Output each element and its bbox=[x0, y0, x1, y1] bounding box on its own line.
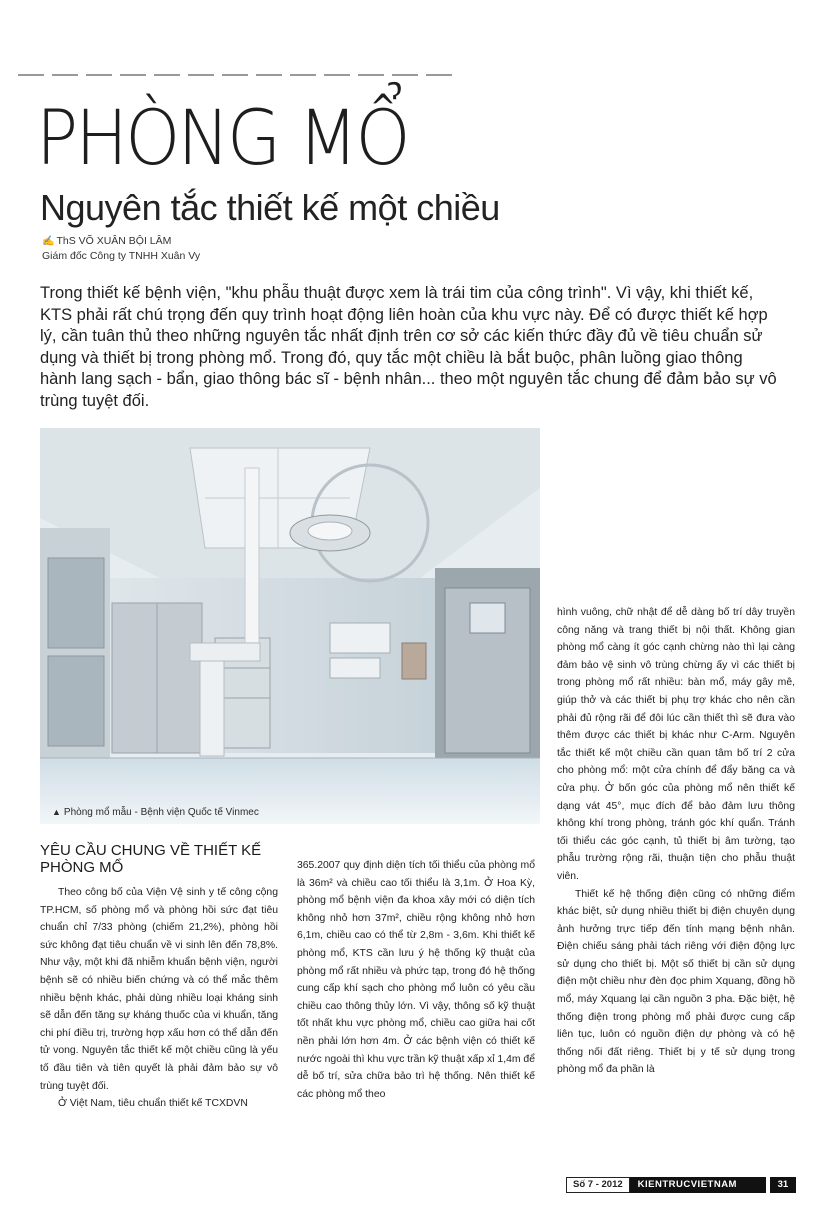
paragraph: Ở Việt Nam, tiêu chuẩn thiết kế TCXDVN bbox=[58, 1098, 248, 1110]
paragraph: hình vuông, chữ nhật để dễ dàng bố trí dây truyền công năng và trang thiết bị nội thất. Không gian phòng mổ càng ít góc cạnh chừng nào thì lại càng đảm bảo vệ sinh vô trùng chừng ấy vì các thiết bị trong phòng mổ rất nhiều: bàn mổ, máy gây mê, giúp thở và các thiết bị phụ trợ khác cho nên cần phải đủ rộng rãi để đôi lúc cần thiết thì sẽ đưa vào thêm được các thiết bị khác như C-Arm. Nguyên tắc thiết kế một chiều cần quan tâm bố trí 2 cửa cho phòng mổ: một cửa chính để đẩy băng ca và cửa phụ. Ở bốn góc của phòng mổ nên thiết kế dạng vát 45°, mục đích để bảo đảm lưu thông không khí trong phòng, tránh góc khí quẩn. Tránh tối thiểu các góc cạnh, tủ thiết bị âm tường, tạo phẫu trường rộng rãi, thuận tiện cho phẫu thuật viên. bbox=[557, 607, 795, 882]
triangle-icon: ▲ bbox=[52, 807, 61, 817]
photo-caption-text: Phòng mổ mẫu - Bệnh viện Quốc tế Vinmec bbox=[63, 807, 259, 818]
author-name: ThS VÕ XUÂN BỘI LÂM bbox=[56, 235, 172, 247]
column-right bbox=[557, 604, 795, 1079]
magazine-name: KIENTRUCVIETNAM bbox=[630, 1177, 766, 1193]
photo-caption bbox=[52, 807, 259, 818]
author-role: Giám đốc Công ty TNHH Xuân Vy bbox=[42, 250, 201, 262]
header-rule bbox=[18, 74, 458, 76]
issue-number: Số 7 - 2012 bbox=[566, 1177, 630, 1193]
page-number: 31 bbox=[770, 1177, 797, 1193]
article-subtitle: Nguyên tắc thiết kế một chiều bbox=[40, 187, 500, 228]
column-middle bbox=[297, 857, 535, 1103]
column-left bbox=[40, 884, 278, 1113]
page-footer bbox=[566, 1177, 796, 1193]
paragraph: 365.2007 quy định diện tích tối thiểu của phòng mổ là 36m² và chiều cao tối thiểu là 3,1m. Ở Hoa Kỳ, phòng mổ bệnh viện đa khoa xây mới có diện tích không nhỏ hơn 37m², chiều rộng không nhỏ hơn 6,1m, chiều cao có thể từ 2,8m - 3,6m. Khi thiết kế phòng mổ, KTS cần lưu ý hệ thống kỹ thuật của phòng mổ rất nhiều và phức tạp, trong đó hệ thống cung cấp khí sạch cho phòng mổ luôn có yêu cầu chiều cao thông thủy lớn. Vì vậy, thông số kỹ thuật tốt nhất khu vực phòng mổ, chiều cao giữa hai cốt nền phải lớn hơn 4m. Ở các bệnh viện có thiết kế nước ngoài thì khu vực trần kỹ thuật xấp xỉ 1,4m để dễ bố trí, sửa chữa bảo trì hệ thống. Nên thiết kế các phòng mổ theo bbox=[297, 860, 535, 1100]
paragraph: Theo công bố của Viện Vệ sinh y tế công cộng TP.HCM, số phòng mổ và phòng hồi sức đạt tiêu chuẩn chỉ 7/33 phòng (chiếm 21,2%), phòng hồi sức không đạt tiêu chuẩn về vi sinh lên đến 78,8%. Như vậy, một khi đã nhiễm khuẩn bệnh viện, người bệnh sẽ có nhiều biến chứng và có thể mắc thêm nhiều bệnh khác, phải dùng nhiều loại kháng sinh sẽ dẫn đến tăng sự kháng thuốc của vi khuẩn, tăng chi phí điều trị, trường hợp xấu hơn có thể dẫn đến tử vong. Nguyên tắc thiết kế một chiều cũng là yếu tố đầu tiên và tiên quyết là phải đảm bảo sự vô trùng tuyệt đối. bbox=[40, 887, 278, 1092]
operating-room-photo bbox=[40, 428, 540, 824]
author-block bbox=[42, 234, 200, 263]
section-heading: YÊU CẦU CHUNG VỀ THIẾT KẾ PHÒNG MỔ bbox=[40, 842, 262, 876]
article-title: PHÒNG MỔ bbox=[36, 93, 408, 182]
pen-icon: ✍ bbox=[42, 236, 55, 247]
paragraph: Thiết kế hệ thống điện cũng có những điểm khác biệt, sử dụng nhiều thiết bị điện chuyên dụng ảnh hưởng trực tiếp đến tính mạng bệnh nhân. Điện chiếu sáng phải tách riêng với điện động lực sử dụng cho thiết bị. Một số thiết bị cần sử dụng điện một chiều như đèn đọc phim Xquang, đồng hồ mổ, máy Xquang lại cần nguồn 3 pha. Đặc biệt, hệ thống điện trong phòng mổ phải được cung cấp liên tục, luôn có nguồn điện dự phòng và có hệ thống nối đất riêng. Thiết bị y tế sử dụng trong phòng mổ đa phần là bbox=[557, 888, 795, 1076]
lead-paragraph: Trong thiết kế bệnh viện, "khu phẫu thuật được xem là trái tim của công trình". Vì vậy, khi thiết kế, KTS phải rất chú trọng đến quy trình hoạt động liên hoàn của khu vực này. Để có được thiết kế hợp lý, cần tuân thủ theo những nguyên tắc nhất định trên cơ sở các kiến thức đầy đủ về tiêu chuẩn sử dụng và thiết bị trong phòng mổ. Trong đó, quy tắc một chiều là bắt buộc, phân luồng giao thông hành lang sạch - bẩn, giao thông bác sĩ - bệnh nhân... theo một nguyên tắc chung để đảm bảo sự vô trùng tuyệt đối. bbox=[40, 284, 777, 410]
